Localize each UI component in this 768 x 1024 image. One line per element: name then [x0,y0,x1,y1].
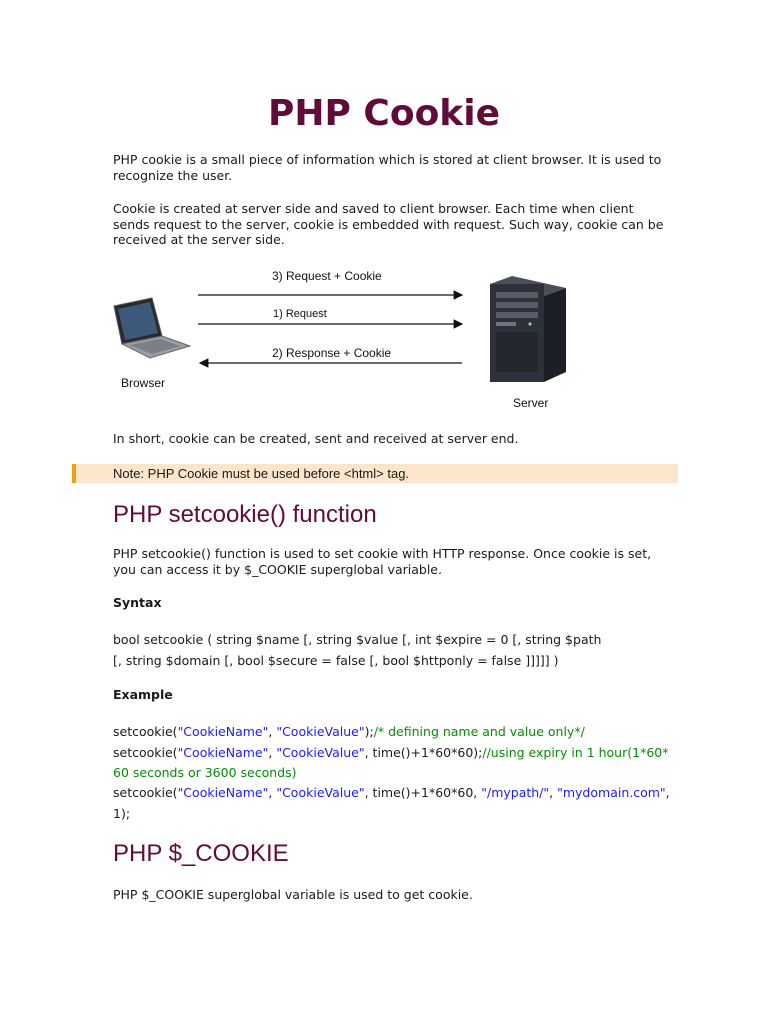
code-punct: , [268,724,277,739]
code-string: "CookieValue" [276,785,365,800]
code-string: "CookieName" [177,785,269,800]
cookie-flow-diagram [100,262,580,422]
code-string: "CookieValue" [276,745,365,760]
code-string: "mydomain.com" [557,785,666,800]
code-punct: , [665,785,670,800]
code-string: "CookieValue" [276,724,365,739]
code-string: "CookieName" [177,745,269,760]
code-line-4: 1); [113,806,131,821]
code-line-1 [113,722,683,743]
note-text: Note: PHP Cookie must be used before <html> tag. [113,466,410,481]
code-line-3 [113,783,683,804]
syntax-label: Syntax [113,595,162,610]
laptop-icon [114,298,190,358]
syntax-line-2: [, string $domain [, bool $secure = false [, bool $httponly = false ]]]]] ) [113,653,559,668]
server-label: Server [513,396,549,410]
server-icon [490,276,566,382]
arrow-label-request: 1) Request [273,308,327,320]
code-punct: , [268,745,277,760]
code-line-2 [113,743,683,764]
intro-paragraph-2: Cookie is created at server side and saved to client browser. Each time when client sends request to the server, cookie is embedded with request. Such way, cookie can be received at the server side. [113,201,664,247]
code-comment: //using expiry in 1 hour(1*60* [482,745,669,760]
cookie-description: PHP $_COOKIE superglobal variable is used to get cookie. [113,887,473,902]
code-comment: /* defining name and value only*/ [373,724,585,739]
summary-text: In short, cookie can be created, sent and received at server end. [113,431,519,446]
cookie-heading: PHP $_COOKIE [113,840,289,867]
intro-paragraph-1: PHP cookie is a small piece of information which is stored at client browser. It is used to recognize the user. [113,152,662,183]
code-punct: , time()+1*60*60); [364,745,483,760]
example-label: Example [113,687,173,702]
setcookie-heading: PHP setcookie() function [113,501,377,528]
page-title: PHP Cookie [267,93,500,134]
code-function: setcookie( [113,724,178,739]
setcookie-description: PHP setcookie() function is used to set cookie with HTTP response. Once cookie is set, you can access it by $_COOKIE superglobal variable. [113,546,652,577]
syntax-line-1: bool setcookie ( string $name [, string $value [, int $expire = 0 [, string $path [113,632,602,647]
browser-label: Browser [121,376,166,390]
code-punct: , time()+1*60*60, [364,785,482,800]
code-punct: , [268,785,277,800]
code-line-2-continued: 60 seconds or 3600 seconds) [113,765,297,780]
code-function: setcookie( [113,745,178,760]
arrow-label-response-cookie: 2) Response + Cookie [272,346,392,360]
diagram-arrows [100,262,580,422]
code-string: "CookieName" [177,724,269,739]
code-punct: ); [364,724,374,739]
code-function: setcookie( [113,785,178,800]
code-string: "/mypath/" [481,785,550,800]
arrow-label-request-cookie: 3) Request + Cookie [272,269,382,283]
code-punct: , [549,785,558,800]
